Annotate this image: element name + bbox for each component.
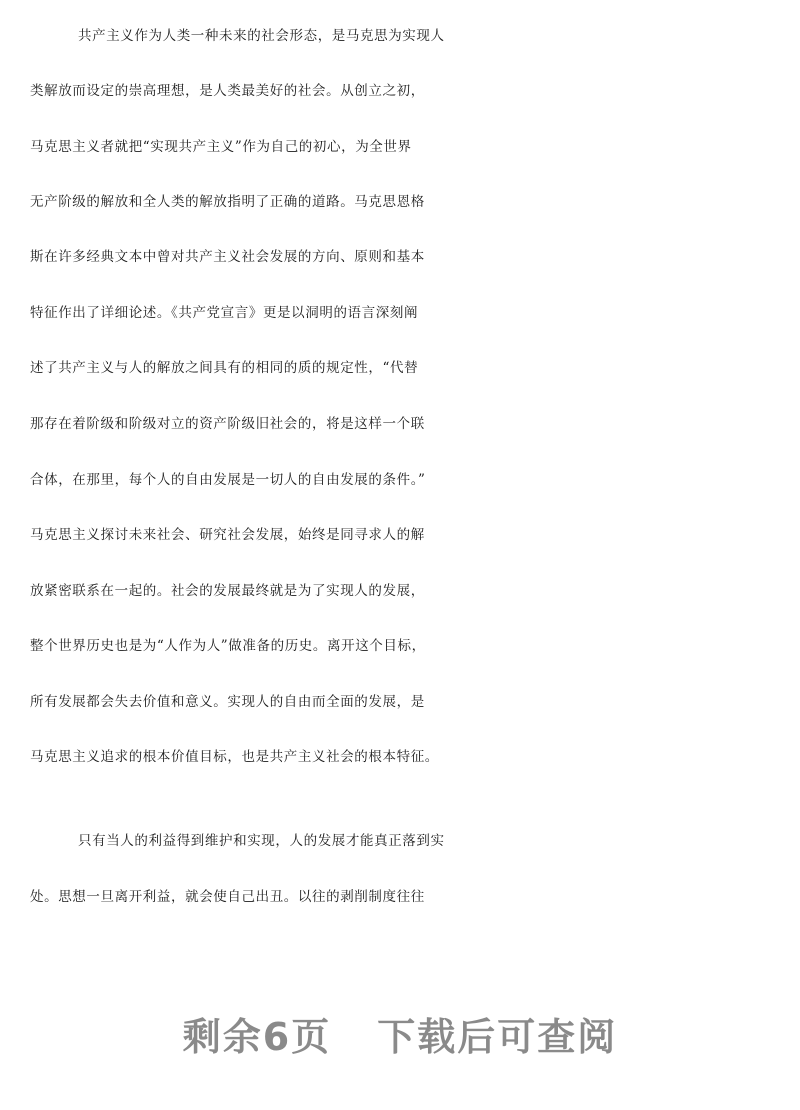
download-prompt-label: 下载后可查阅 bbox=[377, 1015, 618, 1059]
paragraph-line: 无产阶级的解放和全人类的解放指明了正确的道路。马克思恩格 bbox=[30, 194, 425, 210]
paragraph-line: 马克思主义者就把“实现共产主义”作为自己的初心，为全世界 bbox=[30, 139, 412, 155]
paragraph-line: 合体，在那里，每个人的自由发展是一切人的自由发展的条件。” bbox=[30, 472, 426, 488]
paragraph-line: 类解放而设定的崇高理想，是人类最美好的社会。从创立之初， bbox=[30, 83, 425, 99]
paragraph-line: 共产主义作为人类一种未来的社会形态，是马克思为实现人 bbox=[78, 28, 445, 44]
paragraph-line: 放紧密联系在一起的。社会的发展最终就是为了实现人的发展， bbox=[30, 583, 425, 599]
remaining-pages-label: 剩余6页 bbox=[182, 1015, 332, 1059]
paragraph-line: 所有发展都会失去价值和意义。实现人的自由而全面的发展，是 bbox=[30, 694, 425, 710]
paragraph-line: 马克思主义追求的根本价值目标，也是共产主义社会的根本特征。 bbox=[30, 749, 439, 765]
paragraph-line: 只有当人的利益得到维护和实现，人的发展才能真正落到实 bbox=[78, 833, 445, 849]
paragraph-line: 整个世界历史也是为“人作为人”做准备的历史。离开这个目标， bbox=[30, 638, 426, 654]
paragraph-line: 马克思主义探讨未来社会、研究社会发展，始终是同寻求人的解 bbox=[30, 527, 425, 543]
paragraph-line: 述了共产主义与人的解放之间具有的相同的质的规定性，“代替 bbox=[30, 360, 419, 376]
paragraph-line: 斯在许多经典文本中曾对共产主义社会发展的方向、原则和基本 bbox=[30, 249, 425, 265]
paragraph-line: 处。思想一旦离开利益，就会使自己出丑。以往的剥削制度往往 bbox=[30, 889, 425, 905]
download-to-read-banner[interactable] bbox=[0, 1002, 800, 1072]
paragraph-line: 特征作出了详细论述。《共产党宣言》更是以洞明的语言深刻阐 bbox=[30, 305, 419, 321]
paragraph-line: 那存在着阶级和阶级对立的资产阶级旧社会的，将是这样一个联 bbox=[30, 416, 425, 432]
